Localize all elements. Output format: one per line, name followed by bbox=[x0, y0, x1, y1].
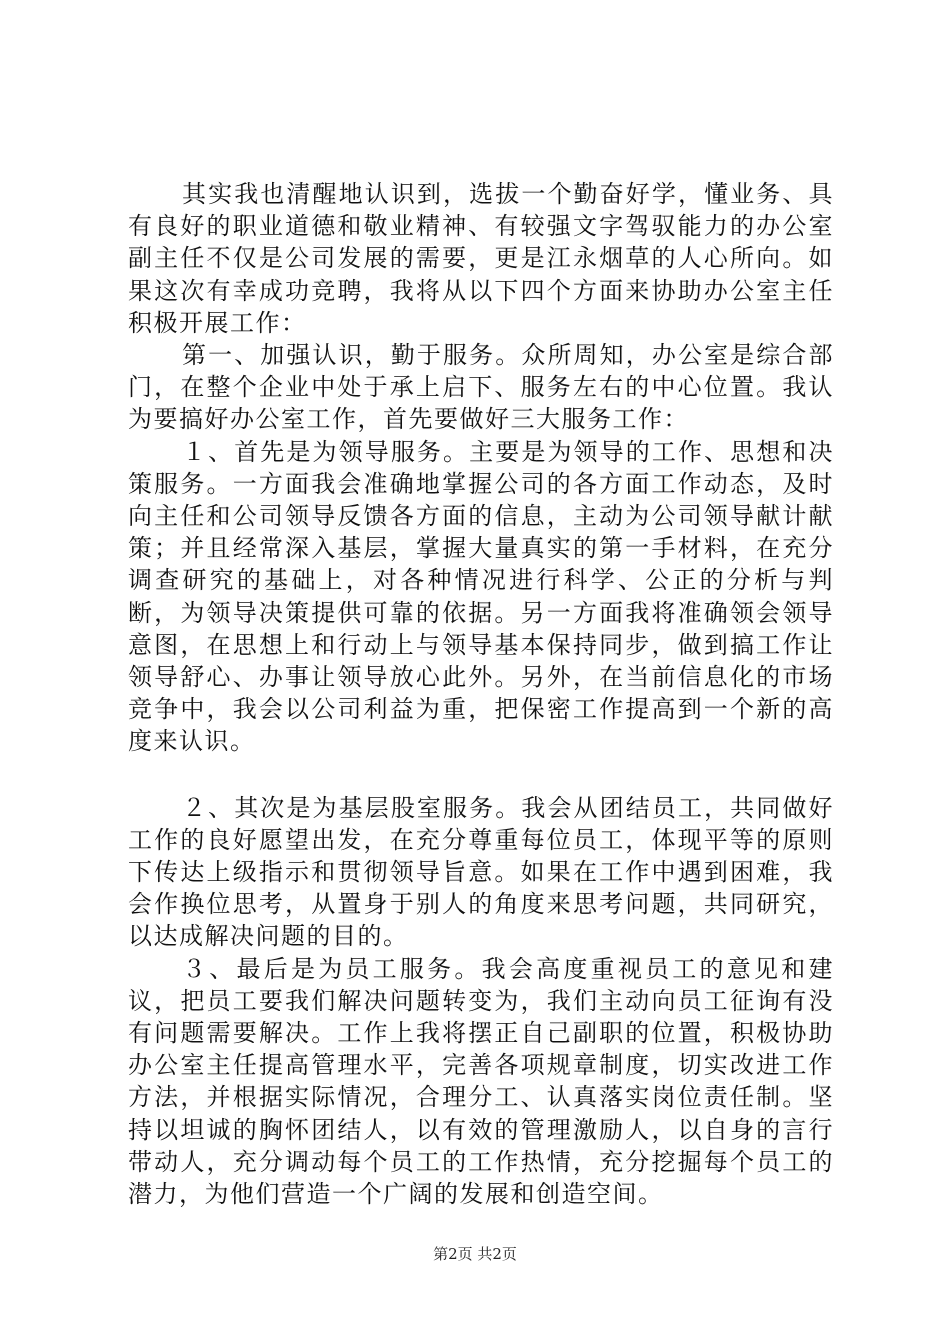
paragraph-point-one: 第一、加强认识，勤于服务。众所周知，办公室是综合部门，在整个企业中处于承上启下、服务左右的中心位置。我认为要搞好办公室工作，首先要做好三大服务工作： bbox=[128, 341, 834, 434]
document-body bbox=[128, 178, 834, 1210]
paragraph-leader-service: １、首先是为领导服务。主要是为领导的工作、思想和决策服务。一方面我会准确地掌握公司的各方面工作动态，及时向主任和公司领导反馈各方面的信息，主动为公司领导献计献策；并且经常深入基层，掌握大量真实的第一手材料，在充分调查研究的基础上，对各种情况进行科学、公正的分析与判断，为领导决策提供可靠的依据。另一方面我将准确领会领导意图，在思想上和行动上与领导基本保持同步，做到搞工作让领导舒心、办事让领导放心此外。另外，在当前信息化的市场竞争中，我会以公司利益为重，把保密工作提高到一个新的高度来认识。 bbox=[128, 437, 834, 756]
page-number-footer: 第2页 共2页 bbox=[433, 1245, 517, 1263]
paragraph-department-service: ２、其次是为基层股室服务。我会从团结员工，共同做好工作的良好愿望出发，在充分尊重每位员工，体现平等的原则下传达上级指示和贯彻领导旨意。如果在工作中遇到困难，我会作换位思考，从置身于别人的角度来思考问题，共同研究，以达成解决问题的目的。 bbox=[128, 793, 834, 951]
paragraph-intro: 其实我也清醒地认识到，选拔一个勤奋好学，懂业务、具有良好的职业道德和敬业精神、有较强文字驾驭能力的办公室副主任不仅是公司发展的需要，更是江永烟草的人心所向。如果这次有幸成功竞聘，我将从以下四个方面来协助办公室主任积极开展工作： bbox=[128, 180, 834, 337]
paragraph-staff-service: ３、最后是为员工服务。我会高度重视员工的意见和建议，把员工要我们解决问题转变为，我们主动向员工征询有没有问题需要解决。工作上我将摆正自己副职的位置，积极协助办公室主任提高管理水平，完善各项规章制度，切实改进工作方法，并根据实际情况，合理分工、认真落实岗位责任制。坚持以坦诚的胸怀团结人，以有效的管理激励人，以自身的言行带动人，充分调动每个员工的工作热情，充分挖掘每个员工的潜力，为他们营造一个广阔的发展和创造空间。 bbox=[128, 954, 834, 1209]
